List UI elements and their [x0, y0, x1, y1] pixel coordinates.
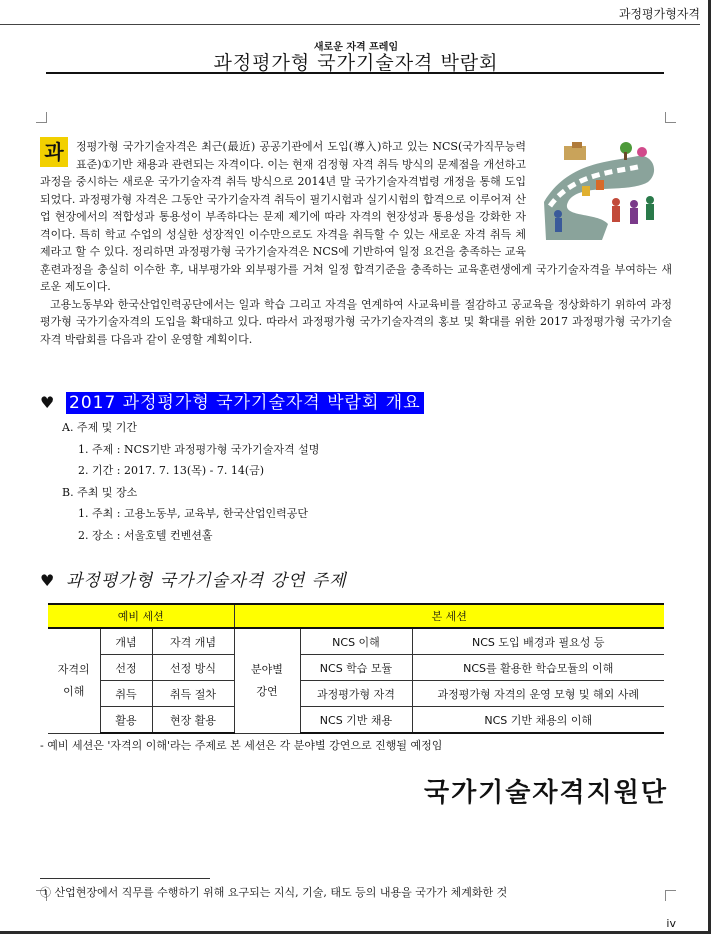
- table-row: [48, 655, 664, 681]
- page-number: iv: [666, 917, 676, 930]
- main-session-group-label: 분야별 강연: [251, 662, 283, 698]
- table-cell: NCS를 활용한 학습모듈의 이해: [412, 655, 664, 681]
- section-overview-title: 2017 과정평가형 국가기술자격 박람회 개요: [66, 392, 424, 414]
- outline-item-b2: 2. 장소 : 서울호텔 컨벤션홀: [78, 528, 213, 542]
- table-cell: NCS 도입 배경과 필요성 등: [412, 628, 664, 655]
- lecture-topics-table: [48, 603, 664, 734]
- table-header-pre-session: 예비 세션: [48, 604, 234, 628]
- header-rule: [0, 24, 700, 25]
- heart-bullet-icon: ♥: [40, 571, 55, 590]
- outline-item-b1: 1. 주최 : 고용노동부, 교육부, 한국산업인력공단: [78, 507, 308, 520]
- section-overview-heading: [40, 388, 424, 413]
- doc-title: 과정평가형 국가기술자격 박람회: [213, 52, 499, 74]
- table-cell: 활용: [100, 707, 152, 734]
- footnote: ① 산업현장에서 직무를 수행하기 위해 요구되는 지식, 기술, 태도 등의 내용을 국가가 체계화한 것: [40, 886, 508, 899]
- outline-item-a1: 1. 주제 : NCS기반 과정평가형 국가기술자격 설명: [78, 442, 320, 456]
- title-rule: [46, 72, 664, 74]
- outline-item-a: A. 주제 및 기간: [62, 421, 138, 434]
- main-session-group-cell: [234, 628, 300, 733]
- table-cell: 선정 방식: [152, 655, 234, 681]
- table-cell: 자격 개념: [152, 628, 234, 655]
- heart-bullet-icon: ♥: [40, 393, 55, 412]
- section-lecture-heading: [40, 566, 347, 591]
- table-cell: NCS 학습 모듈: [300, 655, 412, 681]
- table-cell: 과정평가형 자격: [300, 681, 412, 707]
- table-cell: 현장 활용: [152, 707, 234, 734]
- table-row: [48, 628, 664, 655]
- table-cell: 취득 절차: [152, 681, 234, 707]
- footnote-rule: [40, 878, 210, 879]
- crop-mark: [36, 112, 47, 123]
- intro-paragraph-2: 고용노동부와 한국산업인력공단에서는 일과 학습 그리고 자격을 연계하여 사교육비를 절감하고 공교육을 정상화하기 위하여 과정평가형 국가기술자격의 도입을 확대하고 있다. 따라서 과정평가형 국가기술자격의 홍보 및 확대를 위한 2017 과정평가형 국가기술자격 박람회를 다음과 같이 운영할 계획이다.: [40, 297, 672, 346]
- table-cell: 과정평가형 자격의 운영 모형 및 해외 사례: [412, 681, 664, 707]
- section-lecture-title: 과정평가형 국가기술자격 강연 주제: [66, 571, 347, 591]
- table-note: - 예비 세션은 '자격의 이해'라는 주제로 본 세션은 각 분야별 강연으로 진행될 예정임: [40, 739, 443, 752]
- pre-session-group-cell: [48, 628, 100, 733]
- organization-name: 국가기술자격지원단: [423, 778, 668, 808]
- overview-outline: [62, 417, 319, 546]
- table-row: [48, 681, 664, 707]
- intro-paragraph-1: 정평가형 국가기술자격은 최근(最近) 공공기관에서 도입(導入)하고 있는 NCS(국가직무능력표준)①기반 채용과 관련되는 자격이다. 이는 현재 검정형 자격 취득 방식의 문제점을 개선하고 과정을 중시하는 새로운 국가기술자격 취득 방식으로 2014년 말 국가기술자격법령 개정을 통해 도입되었다. 과정평가형 자격은 그동안 국가기술자격 취득이 필기시험과 실기시험의 합격으로 이루어져 산업 현장에서의 적합성과 통용성이 부족하다는 문제 제기에 따라 자격의 현장성과 통용성을 강화한 자격이다. 특히 학교 수업의 성실한 성장적인 이수만으로도 자격을 취득할 수 있는 새로운 자격 취득 체제라고 할 수 있다. 정리하면 과정평가형 국가기술자격은 NCS에 기반하여 일정 요건을 충족하는 교육훈련과정을 충실히 이수한 후, 내부평가와 외부평가를 거쳐 일정 합격기준을 충족하는 교육훈련생에게 국가기술자격을 부여하는 새로운 제도이다.: [40, 140, 672, 293]
- table-cell: 선정: [100, 655, 152, 681]
- outline-item-a2: 2. 기간 : 2017. 7. 13(목) - 7. 14(금): [78, 464, 265, 477]
- doc-subtitle: 새로운 자격 프레임: [313, 42, 399, 53]
- table-cell: NCS 기반 채용의 이해: [412, 707, 664, 734]
- pre-session-group-label: 자격의 이해: [57, 662, 90, 698]
- table-cell: NCS 이해: [300, 628, 412, 655]
- roadmap-people-illustration-icon: [538, 142, 664, 246]
- table-header-main-session: 본 세션: [234, 604, 664, 628]
- crop-mark: [665, 890, 676, 901]
- crop-mark: [665, 112, 676, 123]
- table-cell: 개념: [100, 628, 152, 655]
- table-header-row: [48, 604, 664, 628]
- drop-cap: 과: [40, 137, 68, 167]
- table-row: [48, 707, 664, 734]
- table-cell: NCS 기반 채용: [300, 707, 412, 734]
- table-cell: 취득: [100, 681, 152, 707]
- outline-item-b: B. 주최 및 장소: [62, 485, 138, 499]
- header-tag: 과정평가형자격: [618, 7, 700, 21]
